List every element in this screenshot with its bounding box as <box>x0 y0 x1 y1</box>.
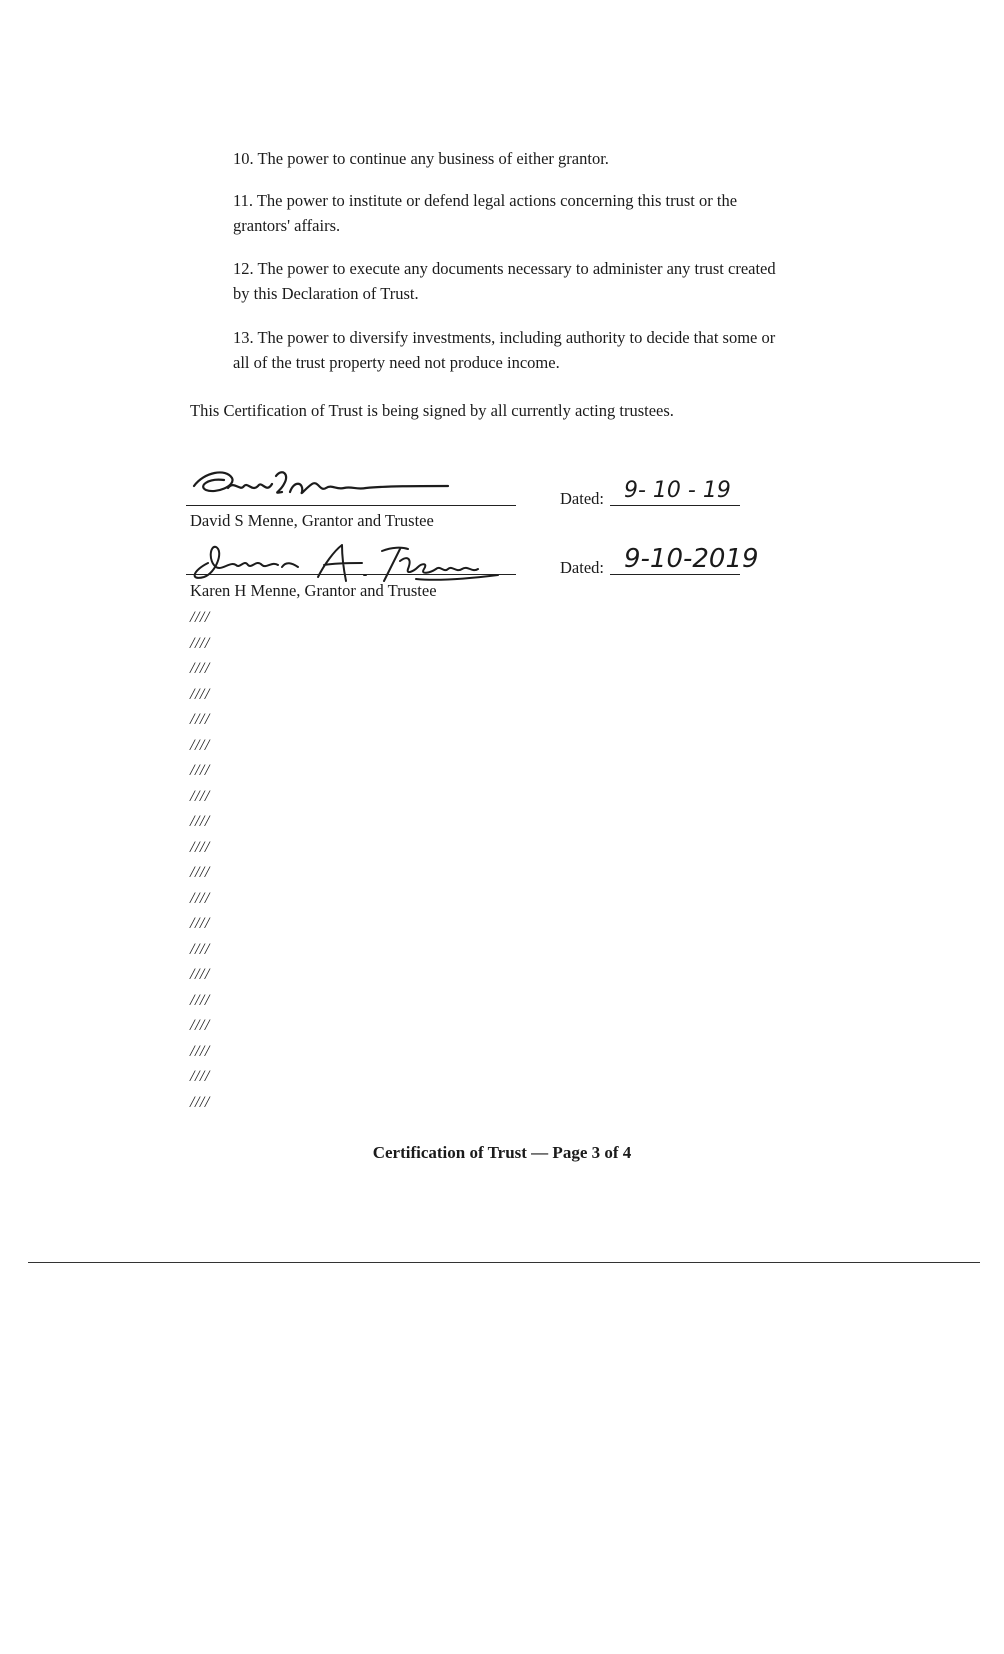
filler-mark: //// <box>190 966 210 983</box>
signature-line-2 <box>186 574 516 575</box>
signature-line-1 <box>186 505 516 506</box>
filler-mark: //// <box>190 736 210 754</box>
page-divider <box>28 1262 980 1263</box>
filler-mark: //// <box>190 711 210 728</box>
filler-mark: //// <box>190 864 210 881</box>
power-item-13-line-2: all of the trust property need not produce income. <box>233 353 560 372</box>
dated-label-1: Dated: <box>560 489 604 508</box>
signature-david-menne <box>186 466 516 506</box>
power-item-13 <box>233 325 775 375</box>
filler-mark: //// <box>190 634 210 652</box>
power-item-10-line-1: 10. The power to continue any business of either grantor. <box>233 149 609 168</box>
filler-mark: //// <box>190 838 210 856</box>
filler-mark: //// <box>190 787 210 805</box>
dated-value-2: 9-10-2019 <box>624 544 759 574</box>
filler-mark: //// <box>190 915 210 932</box>
power-item-12-line-1: 12. The power to execute any documents necessary to administer any trust created <box>233 259 776 278</box>
power-item-11-line-1: 11. The power to institute or defend legal actions concerning this trust or the <box>233 191 738 210</box>
certification-statement: This Certification of Trust is being signed by all currently acting trustees. <box>190 401 674 420</box>
filler-mark: //// <box>190 1017 210 1034</box>
filler-mark: //// <box>190 660 210 677</box>
filler-mark: //// <box>190 1093 210 1111</box>
filler-mark: //// <box>190 991 210 1009</box>
dated-line-2 <box>610 574 740 575</box>
signatory-1-caption: David S Menne, Grantor and Trustee <box>190 511 434 530</box>
filler-mark: //// <box>190 685 210 703</box>
dated-label-2: Dated: <box>560 558 604 577</box>
filler-mark: //// <box>190 762 210 779</box>
dated-value-1: 9- 10 - 19 <box>624 478 731 503</box>
filler-mark: //// <box>190 813 210 830</box>
power-item-11-line-2: grantors' affairs. <box>233 216 341 235</box>
power-item-13-line-1: 13. The power to diversify investments, including authority to decide that some or <box>233 328 776 347</box>
filler-mark: //// <box>190 609 210 626</box>
signatory-2-caption: Karen H Menne, Grantor and Trustee <box>190 581 437 600</box>
signature-karen-menne <box>186 541 516 585</box>
filler-mark: //// <box>190 889 210 907</box>
filler-mark: //// <box>190 940 210 958</box>
filler-mark: //// <box>190 1068 210 1085</box>
power-item-11 <box>233 188 737 238</box>
filler-mark: //// <box>190 1042 210 1060</box>
power-item-12 <box>233 256 776 306</box>
power-item-12-line-2: by this Declaration of Trust. <box>233 284 419 303</box>
dated-line-1 <box>610 505 740 506</box>
power-item-10 <box>233 146 609 171</box>
page-footer: Certification of Trust — Page 3 of 4 <box>372 1143 632 1162</box>
